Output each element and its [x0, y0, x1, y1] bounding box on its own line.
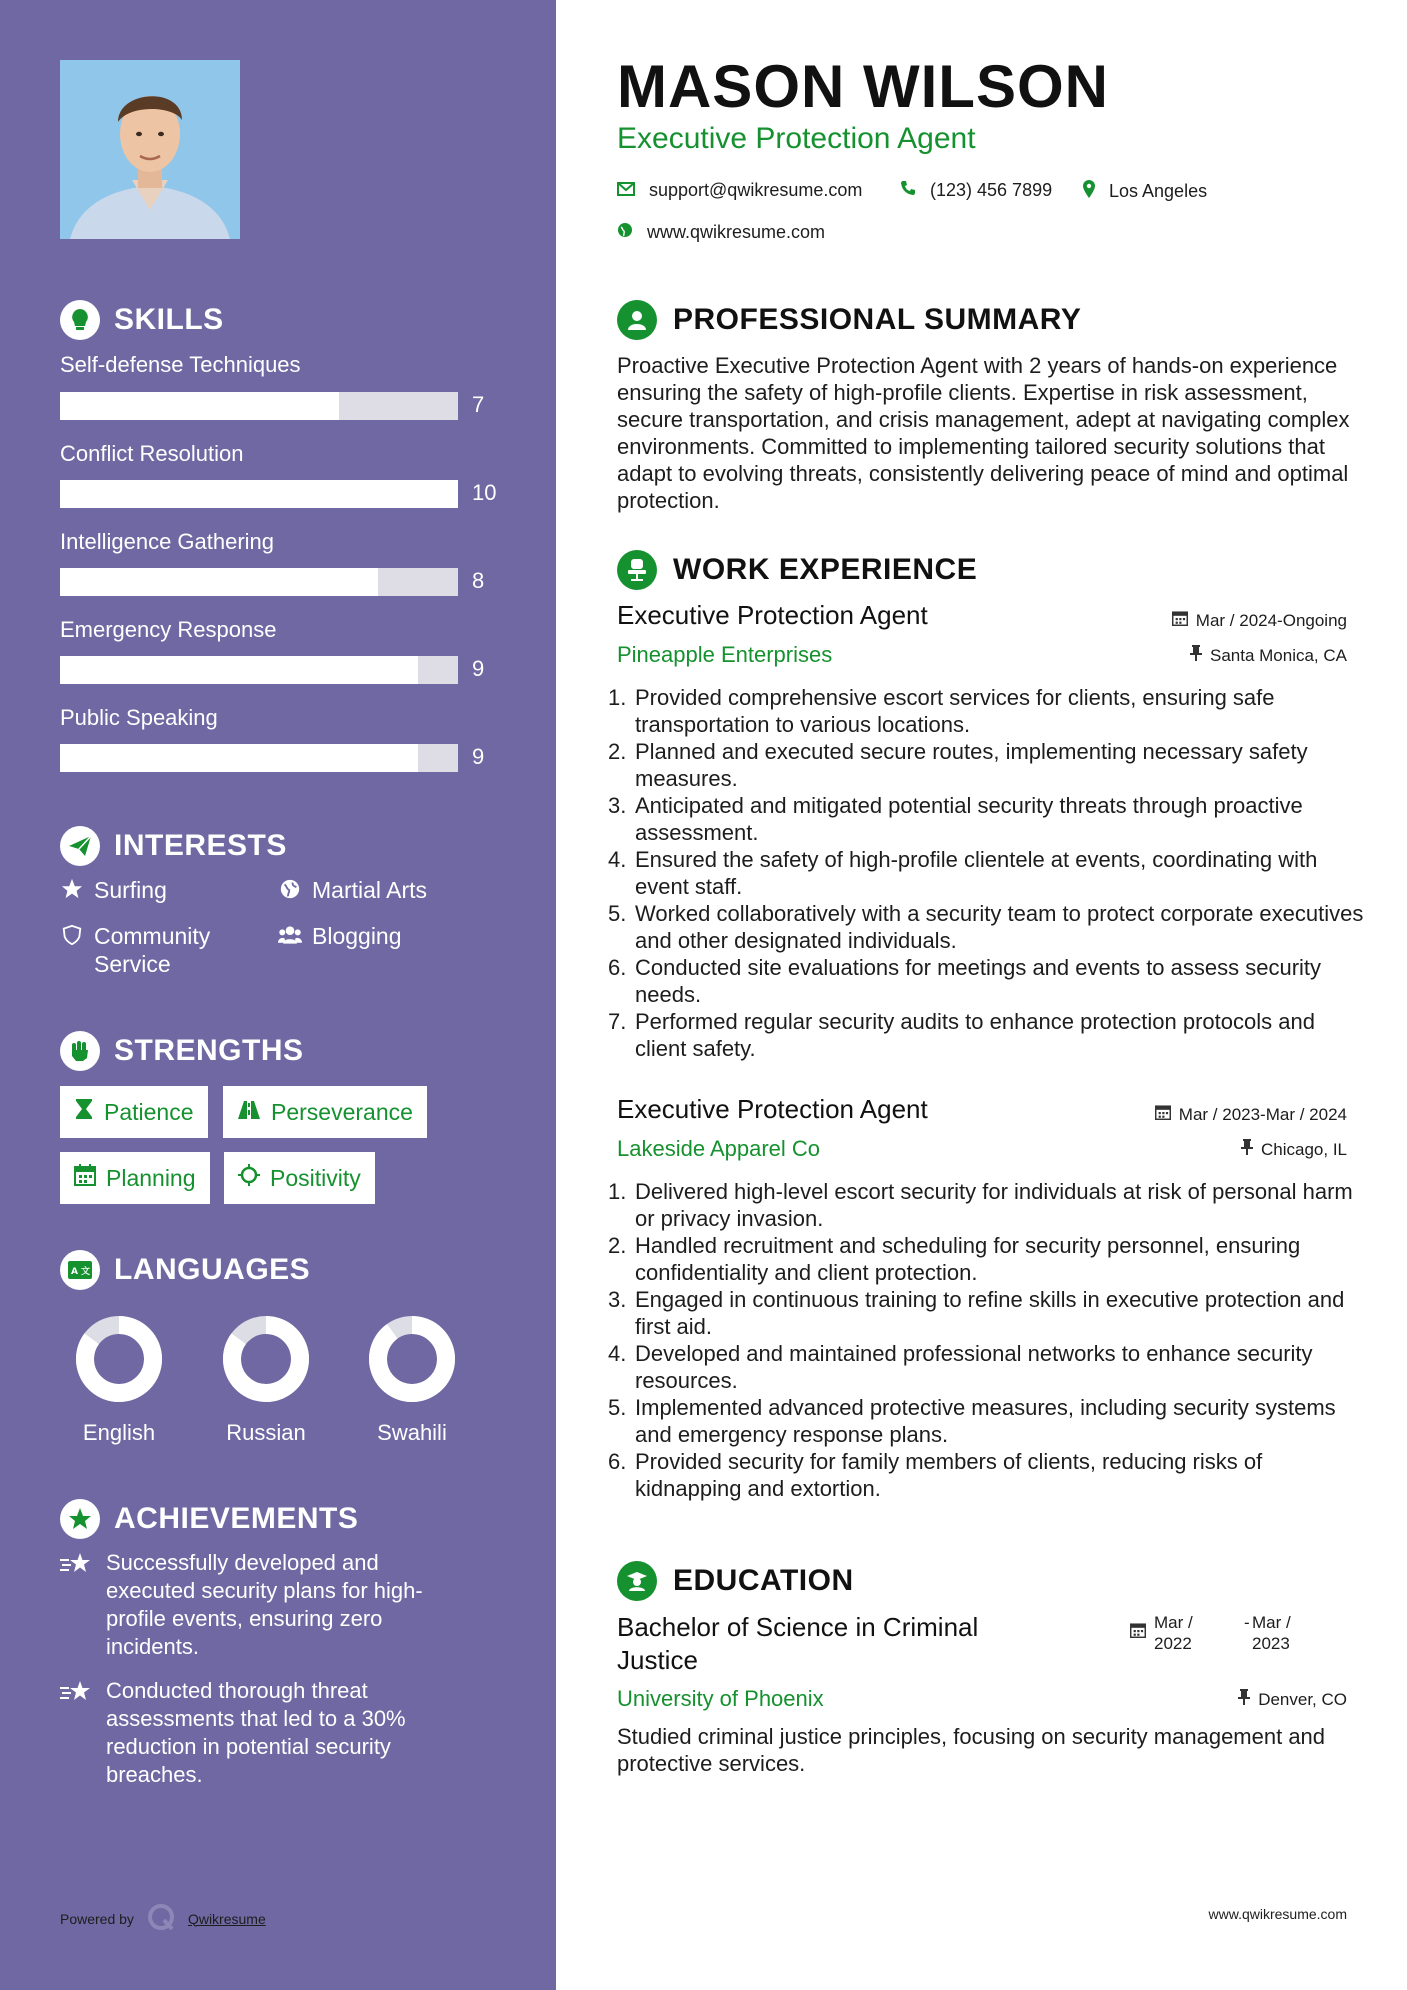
education-location: Denver, CO: [1238, 1689, 1347, 1710]
list-item: 2. Handled recruitment and scheduling for security personnel, ensuring confidentiality and client protection.: [608, 1233, 1301, 1285]
list-item: 4. Ensured the safety of high-profile clientele at events, coordinating with event staff.: [608, 847, 1318, 899]
contact-email: [617, 180, 862, 201]
job-dates: Mar / 2023-Mar / 2024: [1155, 1104, 1347, 1125]
skill-bar: [60, 568, 458, 596]
skill-bar-fill: [60, 480, 458, 508]
skill-bar-fill: [60, 392, 339, 420]
list-item: 2. Planned and executed secure routes, implementing necessary safety measures.: [608, 739, 1308, 791]
skills-heading-text: SKILLS: [114, 303, 224, 336]
skill-level: 7: [472, 392, 485, 417]
language-donut: [369, 1316, 455, 1402]
pin-icon: [1238, 1689, 1250, 1710]
shield-icon: [60, 922, 84, 946]
education-description: Studied criminal justice principles, focusing on security management and protective services.: [617, 1724, 1326, 1776]
calendar-icon: [74, 1164, 96, 1192]
education-heading: EDUCATION: [617, 1561, 854, 1601]
shooting-star-icon: [60, 1677, 94, 1789]
chair-icon: [617, 550, 657, 590]
pin-icon: [1241, 1139, 1253, 1160]
list-item: 4. Developed and maintained professional networks to enhance security resources.: [608, 1341, 1313, 1393]
language-item: [339, 1316, 485, 1446]
strength-badge: Perseverance: [223, 1086, 427, 1138]
summary-text: Proactive Executive Protection Agent with 2 years of hands-on experience ensuring the safety of high-profile clients. Expertise in risk assessment, secure transportation, and crisis management, adept at navigating complex environments. Committed to implementing tailored security solutions that adapt to evolving threats, consistently delivering peace of mind and optimal protection.: [617, 353, 1350, 513]
job-location: Santa Monica, CA: [1190, 645, 1347, 666]
list-item: 5. Implemented advanced protective measures, including security systems and emergency response plans.: [608, 1395, 1336, 1447]
skill-level: 9: [472, 656, 485, 681]
donut-fill: [378, 1325, 446, 1393]
sun-icon: [238, 1164, 260, 1192]
skill-level: 8: [472, 568, 485, 593]
candidate-title: Executive Protection Agent: [617, 122, 976, 155]
qwikresume-logo-icon: [146, 1902, 176, 1935]
website-link[interactable]: www.qwikresume.com: [647, 222, 826, 242]
summary-heading: PROFESSIONAL SUMMARY: [617, 300, 1081, 340]
language-donut: [76, 1316, 162, 1402]
interests-heading-text: INTERESTS: [114, 829, 287, 862]
achievements-heading-text: ACHIEVEMENTS: [114, 1502, 359, 1535]
powered-by: Powered by Qwikresume: [60, 1902, 266, 1935]
svg-text:A: A: [71, 1267, 79, 1277]
skill-label: Intelligence Gathering: [60, 529, 275, 554]
language-name: Russian: [226, 1420, 306, 1445]
list-item: 6. Provided security for family members of clients, reducing risks of kidnapping and extortion.: [608, 1449, 1263, 1501]
envelope-icon: [617, 180, 635, 201]
hourglass-icon: [74, 1098, 94, 1126]
qwikresume-link[interactable]: Qwikresume: [187, 1910, 266, 1927]
job-bullets: [608, 1178, 1368, 1502]
shooting-star-icon: [60, 1549, 94, 1661]
strengths-heading-text: STRENGTHS: [114, 1034, 304, 1067]
degree: Bachelor of Science in Criminal Justice: [617, 1612, 979, 1675]
globe-icon: [278, 876, 302, 900]
skill-bar: [60, 392, 458, 420]
achievement-item: Conducted thorough threat assessments that led to a 30% reduction in potential security breaches.: [60, 1677, 460, 1789]
school: University of Phoenix: [617, 1686, 824, 1711]
strengths-heading: [60, 1031, 304, 1071]
skills-heading: [60, 300, 224, 340]
strength-badge: Planning: [60, 1152, 210, 1204]
interest-item: Surfing: [60, 876, 167, 904]
interest-item: Martial Arts: [278, 876, 427, 904]
job-location: Chicago, IL: [1241, 1139, 1347, 1160]
language-name: Swahili: [377, 1420, 447, 1445]
footer-url[interactable]: www.qwikresume.com: [1208, 1906, 1347, 1922]
language-icon: [60, 1250, 100, 1290]
strength-badge: Positivity: [224, 1152, 375, 1204]
list-item: 3. Engaged in continuous training to refine skills in executive protection and first aid.: [608, 1287, 1345, 1339]
job-dates: Mar / 2024-Ongoing: [1172, 610, 1347, 631]
fist-icon: [60, 1031, 100, 1071]
education-dates: Mar / 2022 - Mar / 2023: [1130, 1612, 1308, 1654]
star-badge-icon: [60, 1499, 100, 1539]
language-item: [46, 1316, 192, 1446]
interests-heading: [60, 826, 287, 866]
lightbulb-icon: [60, 300, 100, 340]
users-icon: [278, 922, 302, 946]
candidate-name: MASON WILSON: [617, 53, 1109, 120]
job-role: Executive Protection Agent: [617, 600, 928, 630]
achievement-item: Successfully developed and executed security plans for high-profile events, ensuring zero incidents.: [60, 1549, 460, 1661]
list-item: 6. Conducted site evaluations for meetings and events to assess security needs.: [608, 955, 1322, 1007]
phone-link[interactable]: (123) 456 7899: [930, 180, 1053, 200]
skill-bar-fill: [60, 744, 418, 772]
contact-phone: [900, 180, 1052, 201]
languages-heading: [60, 1250, 310, 1290]
star-icon: [60, 876, 84, 900]
road-icon: [237, 1099, 261, 1126]
sidebar: [0, 0, 556, 1990]
skill-bar: [60, 656, 458, 684]
strength-badge: Patience: [60, 1086, 208, 1138]
experience-heading: WORK EXPERIENCE: [617, 550, 977, 590]
globe-icon: [617, 222, 633, 243]
skill-label: Self-defense Techniques: [60, 352, 301, 377]
list-item: 7. Performed regular security audits to enhance protection protocols and client safety.: [608, 1009, 1315, 1061]
skill-bar: [60, 744, 458, 772]
skill-bar-fill: [60, 656, 418, 684]
svg-text:文: 文: [81, 1267, 91, 1277]
skill-label: Public Speaking: [60, 705, 218, 730]
job-company: Pineapple Enterprises: [617, 642, 833, 667]
skill-label: Emergency Response: [60, 617, 277, 642]
calendar-icon: [1172, 610, 1188, 631]
list-item: 1. Provided comprehensive escort services for clients, ensuring safe transportation to various locations.: [608, 685, 1275, 737]
skill-label: Conflict Resolution: [60, 441, 244, 466]
list-item: 3. Anticipated and mitigated potential security threats through proactive assessment.: [608, 793, 1303, 845]
interest-item: Community Service: [60, 922, 260, 978]
achievements-heading: [60, 1499, 358, 1539]
paper-plane-icon: [60, 826, 100, 866]
job-role: Executive Protection Agent: [617, 1094, 928, 1124]
language-donut: [223, 1316, 309, 1402]
pin-icon: [1190, 645, 1202, 666]
profile-photo: [60, 60, 240, 239]
email-link[interactable]: support@qwikresume.com: [649, 180, 863, 200]
calendar-icon: [1130, 1612, 1146, 1654]
contact-location: Los Angeles: [1083, 180, 1207, 203]
list-item: 5. Worked collaboratively with a security team to protect corporate executives and other designated individuals.: [608, 901, 1364, 953]
interest-item: Blogging: [278, 922, 402, 950]
skill-level: 9: [472, 744, 485, 769]
graduate-icon: [617, 1561, 657, 1601]
job-bullets: [608, 684, 1368, 1062]
calendar-icon: [1155, 1104, 1171, 1125]
language-item: [193, 1316, 339, 1446]
job-company: Lakeside Apparel Co: [617, 1136, 821, 1161]
languages-heading-text: LANGUAGES: [114, 1253, 311, 1286]
language-name: English: [82, 1420, 156, 1445]
map-marker-icon: [1083, 180, 1095, 203]
phone-icon: [900, 180, 916, 201]
contact-website: [617, 222, 825, 243]
user-icon: [617, 300, 657, 340]
skill-bar: [60, 480, 458, 508]
list-item: 1. Delivered high-level escort security for individuals at risk of personal harm or privacy invasion.: [608, 1179, 1353, 1231]
skill-level: 10: [472, 480, 497, 505]
skill-bar-fill: [60, 568, 378, 596]
